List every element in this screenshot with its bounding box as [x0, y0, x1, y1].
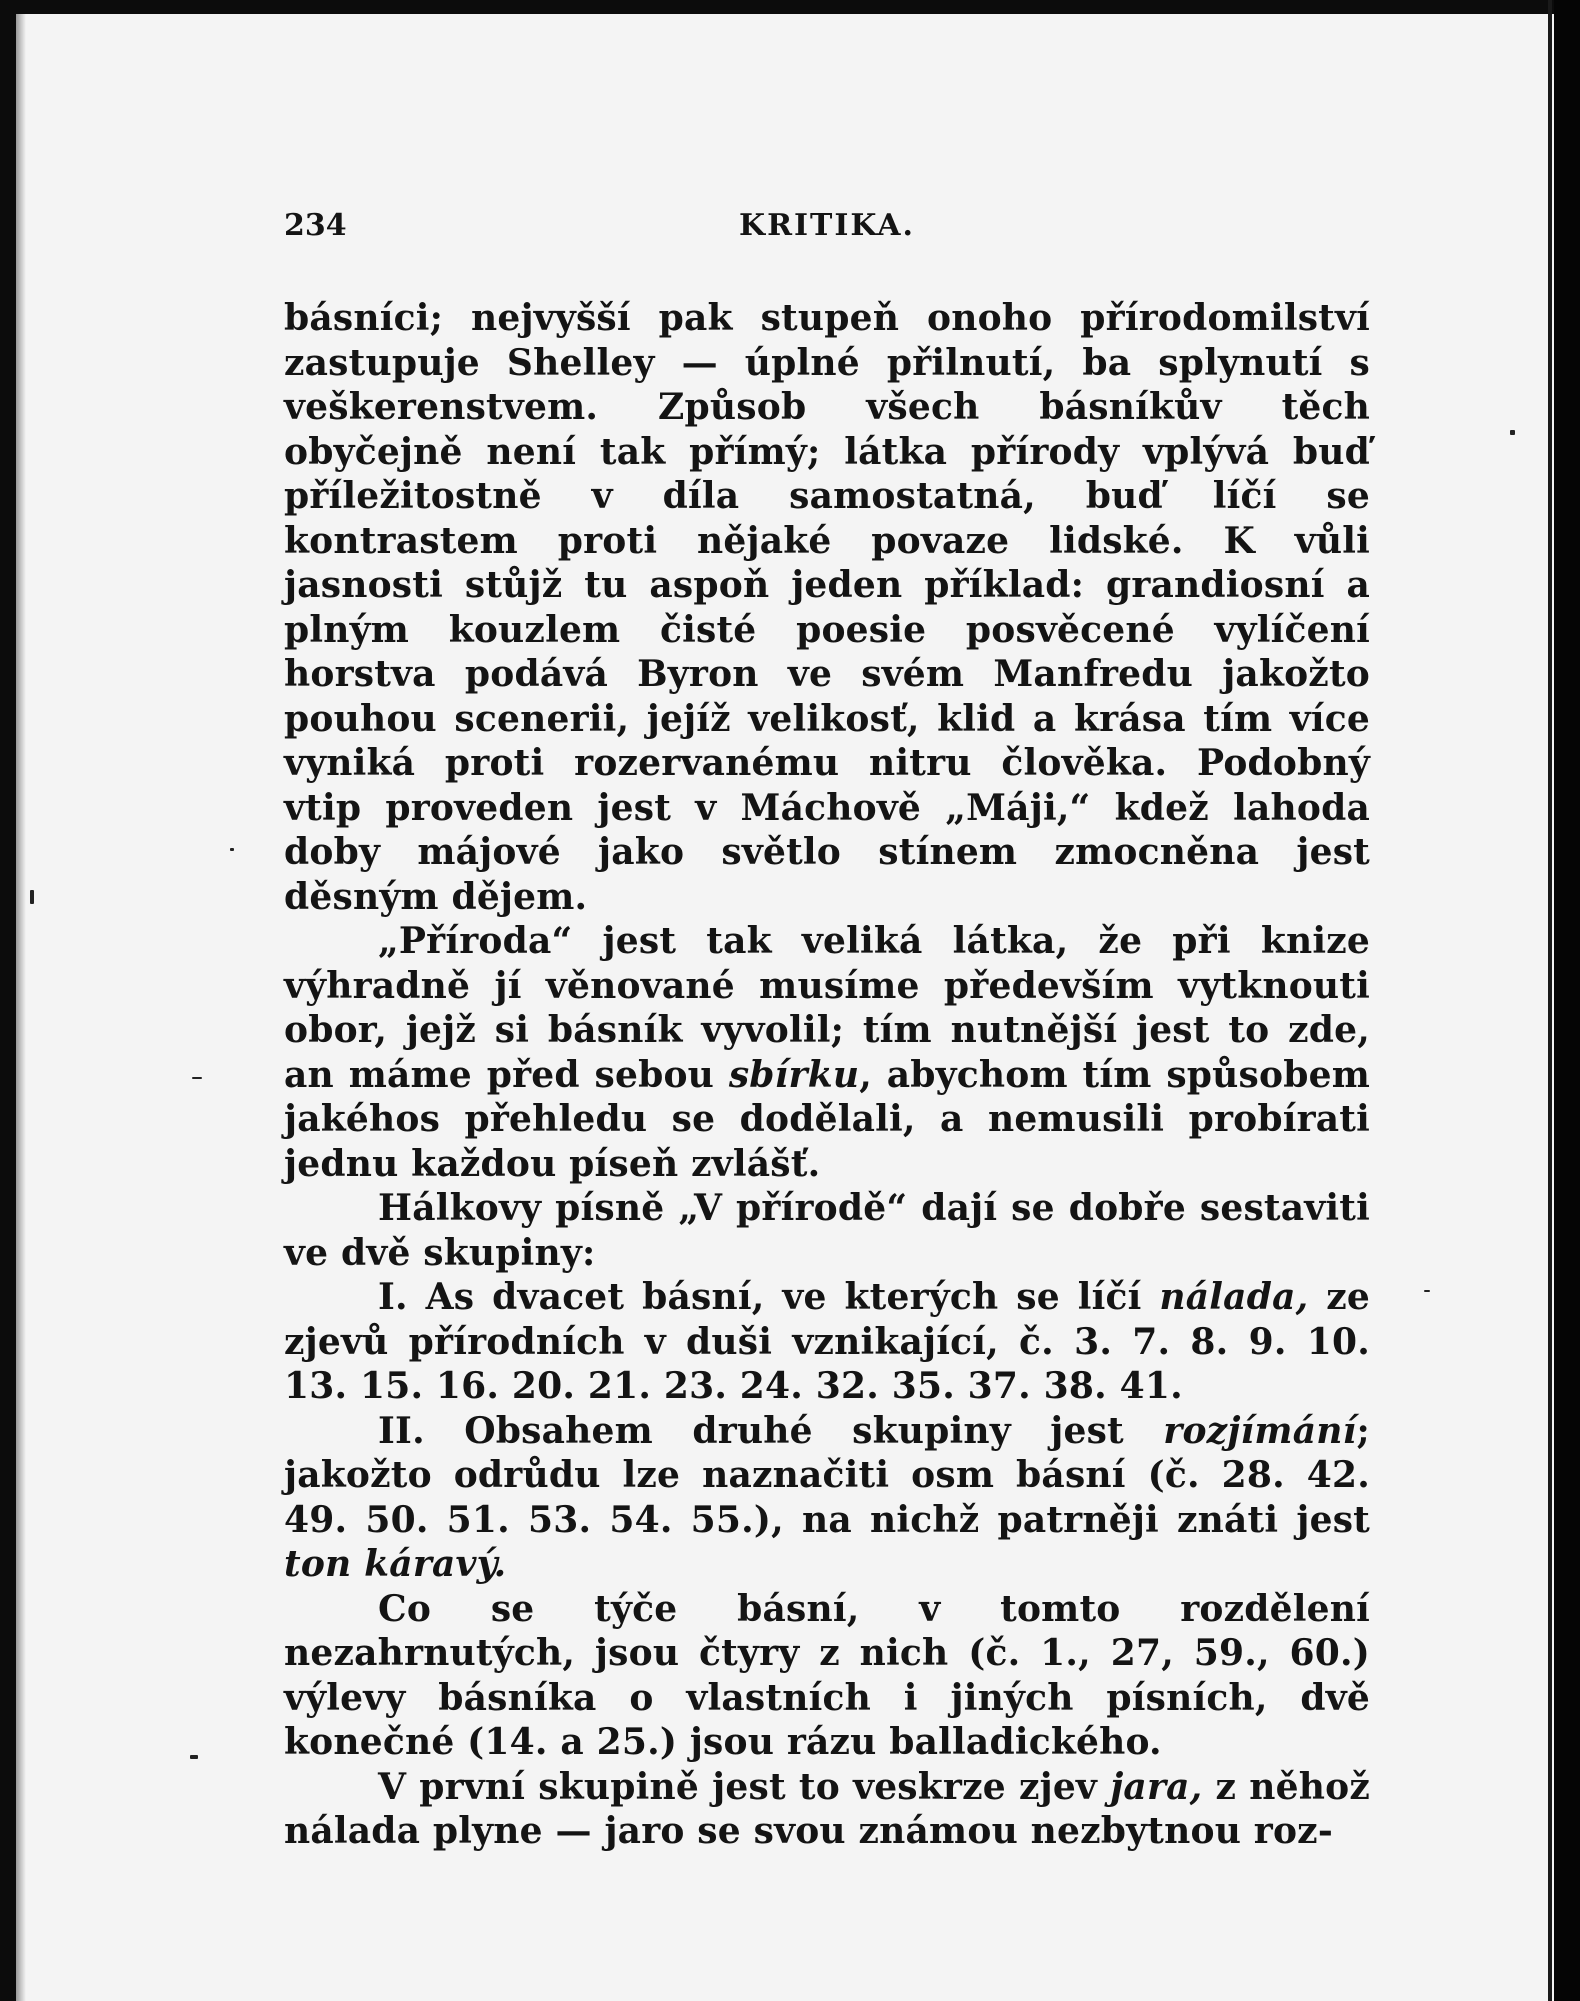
italic-text-segment: ton káravý. — [284, 1543, 507, 1585]
text-segment: ze zjevů přírodních v duši vznikající, č. 3. 7. 8. 9. 10. 13. 15. 16. 20. 21. 23. 24. 32. 35. 37. 38. 41. — [284, 1276, 1370, 1407]
page-number: 234 — [284, 208, 347, 243]
paragraph — [284, 296, 1370, 919]
text-segment: Co se týče básní, v tomto rozdělení nezahrnutých, jsou čtyry z nich (č. 1., 27, 59., 60.) výlevy básníka o vlastních i jiných písních, dvě konečné (14. a 25.) jsou rázu balladického. — [284, 1587, 1370, 1763]
scan-gutter-shadow — [16, 14, 26, 2001]
paragraph — [284, 1186, 1370, 1275]
italic-text-segment: nálada, — [1159, 1276, 1309, 1318]
text-segment: ; jakožto odrůdu lze naznačiti osm básní (č. 28. 42. 49. 50. 51. 53. 54. 55.), na nichž patrněji znáti jest — [284, 1409, 1370, 1541]
dust-speck — [30, 890, 34, 904]
paragraph — [284, 1409, 1370, 1587]
dust-speck — [230, 848, 234, 851]
book-page — [284, 200, 1370, 1854]
dust-speck — [1424, 1290, 1430, 1292]
italic-text-segment: rozjímání — [1163, 1409, 1357, 1452]
dust-speck — [192, 1077, 202, 1079]
paragraph — [284, 1587, 1370, 1765]
text-segment: I. As dvacet básní, ve kterých se líčí — [378, 1276, 1160, 1318]
dust-speck — [1510, 430, 1515, 435]
body-text — [284, 296, 1370, 1854]
italic-text-segment: sbírku — [728, 1053, 860, 1096]
text-segment: V první skupině jest to veskrze zjev — [378, 1765, 1111, 1808]
dust-speck — [190, 1755, 198, 1759]
scan-edge-top — [0, 0, 1580, 14]
paragraph — [284, 1765, 1370, 1854]
text-segment: II. Obsahem druhé skupiny jest — [378, 1409, 1164, 1452]
page-fold-line — [1548, 0, 1552, 2001]
text-segment: Hálkovy písně „V přírodě“ dají se dobře sestaviti ve dvě skupiny: — [284, 1187, 1370, 1274]
running-head: KRITIKA. — [739, 208, 915, 243]
paragraph — [284, 919, 1370, 1186]
scan-edge-left — [0, 0, 16, 2001]
italic-text-segment: jara, — [1110, 1765, 1203, 1808]
paragraph — [284, 1275, 1370, 1409]
scan-edge-right — [1554, 0, 1580, 2001]
text-segment: , abychom tím spůsobem jakéhos přehledu se dodělali, a nemusili probírati jednu každou píseň zvlášť. — [284, 1053, 1371, 1185]
text-segment: „Příroda“ jest tak veliká látka, že při knize výhradně jí věnované musíme především vytknouti obor, jejž si básník vyvolil; tím nutnější jest to zde, an máme před sebou — [284, 920, 1370, 1096]
text-segment: básníci; nejvyšší pak stupeň onoho přírodomilství zastupuje Shelley — úplné přilnutí, ba splynutí s veškerenstvem. Způsob všech básníkův těch obyčejně není tak přímý; látka přírody vplývá buď příležitostně v díla samostatná, buď líčí se kontrastem proti nějaké povaze lidské. K vůli jasnosti stůjž tu aspoň jeden příklad: grandiosní a plným kouzlem čisté poesie posvěcené vylíčení horstva podává Byron ve svém Manfredu jakožto pouhou scenerii, jejíž velikosť, klid a krása tím více vyniká proti rozervanému nitru člověka. Podobný vtip proveden jest v Máchově „Máji,“ kdež lahoda doby májové jako světlo stínem zmocněna jest děsným dějem. — [284, 297, 1370, 918]
text-segment: z něhož nálada plyne — jaro se svou známou nezbytnou roz- — [284, 1765, 1370, 1852]
page-header — [284, 200, 1370, 260]
